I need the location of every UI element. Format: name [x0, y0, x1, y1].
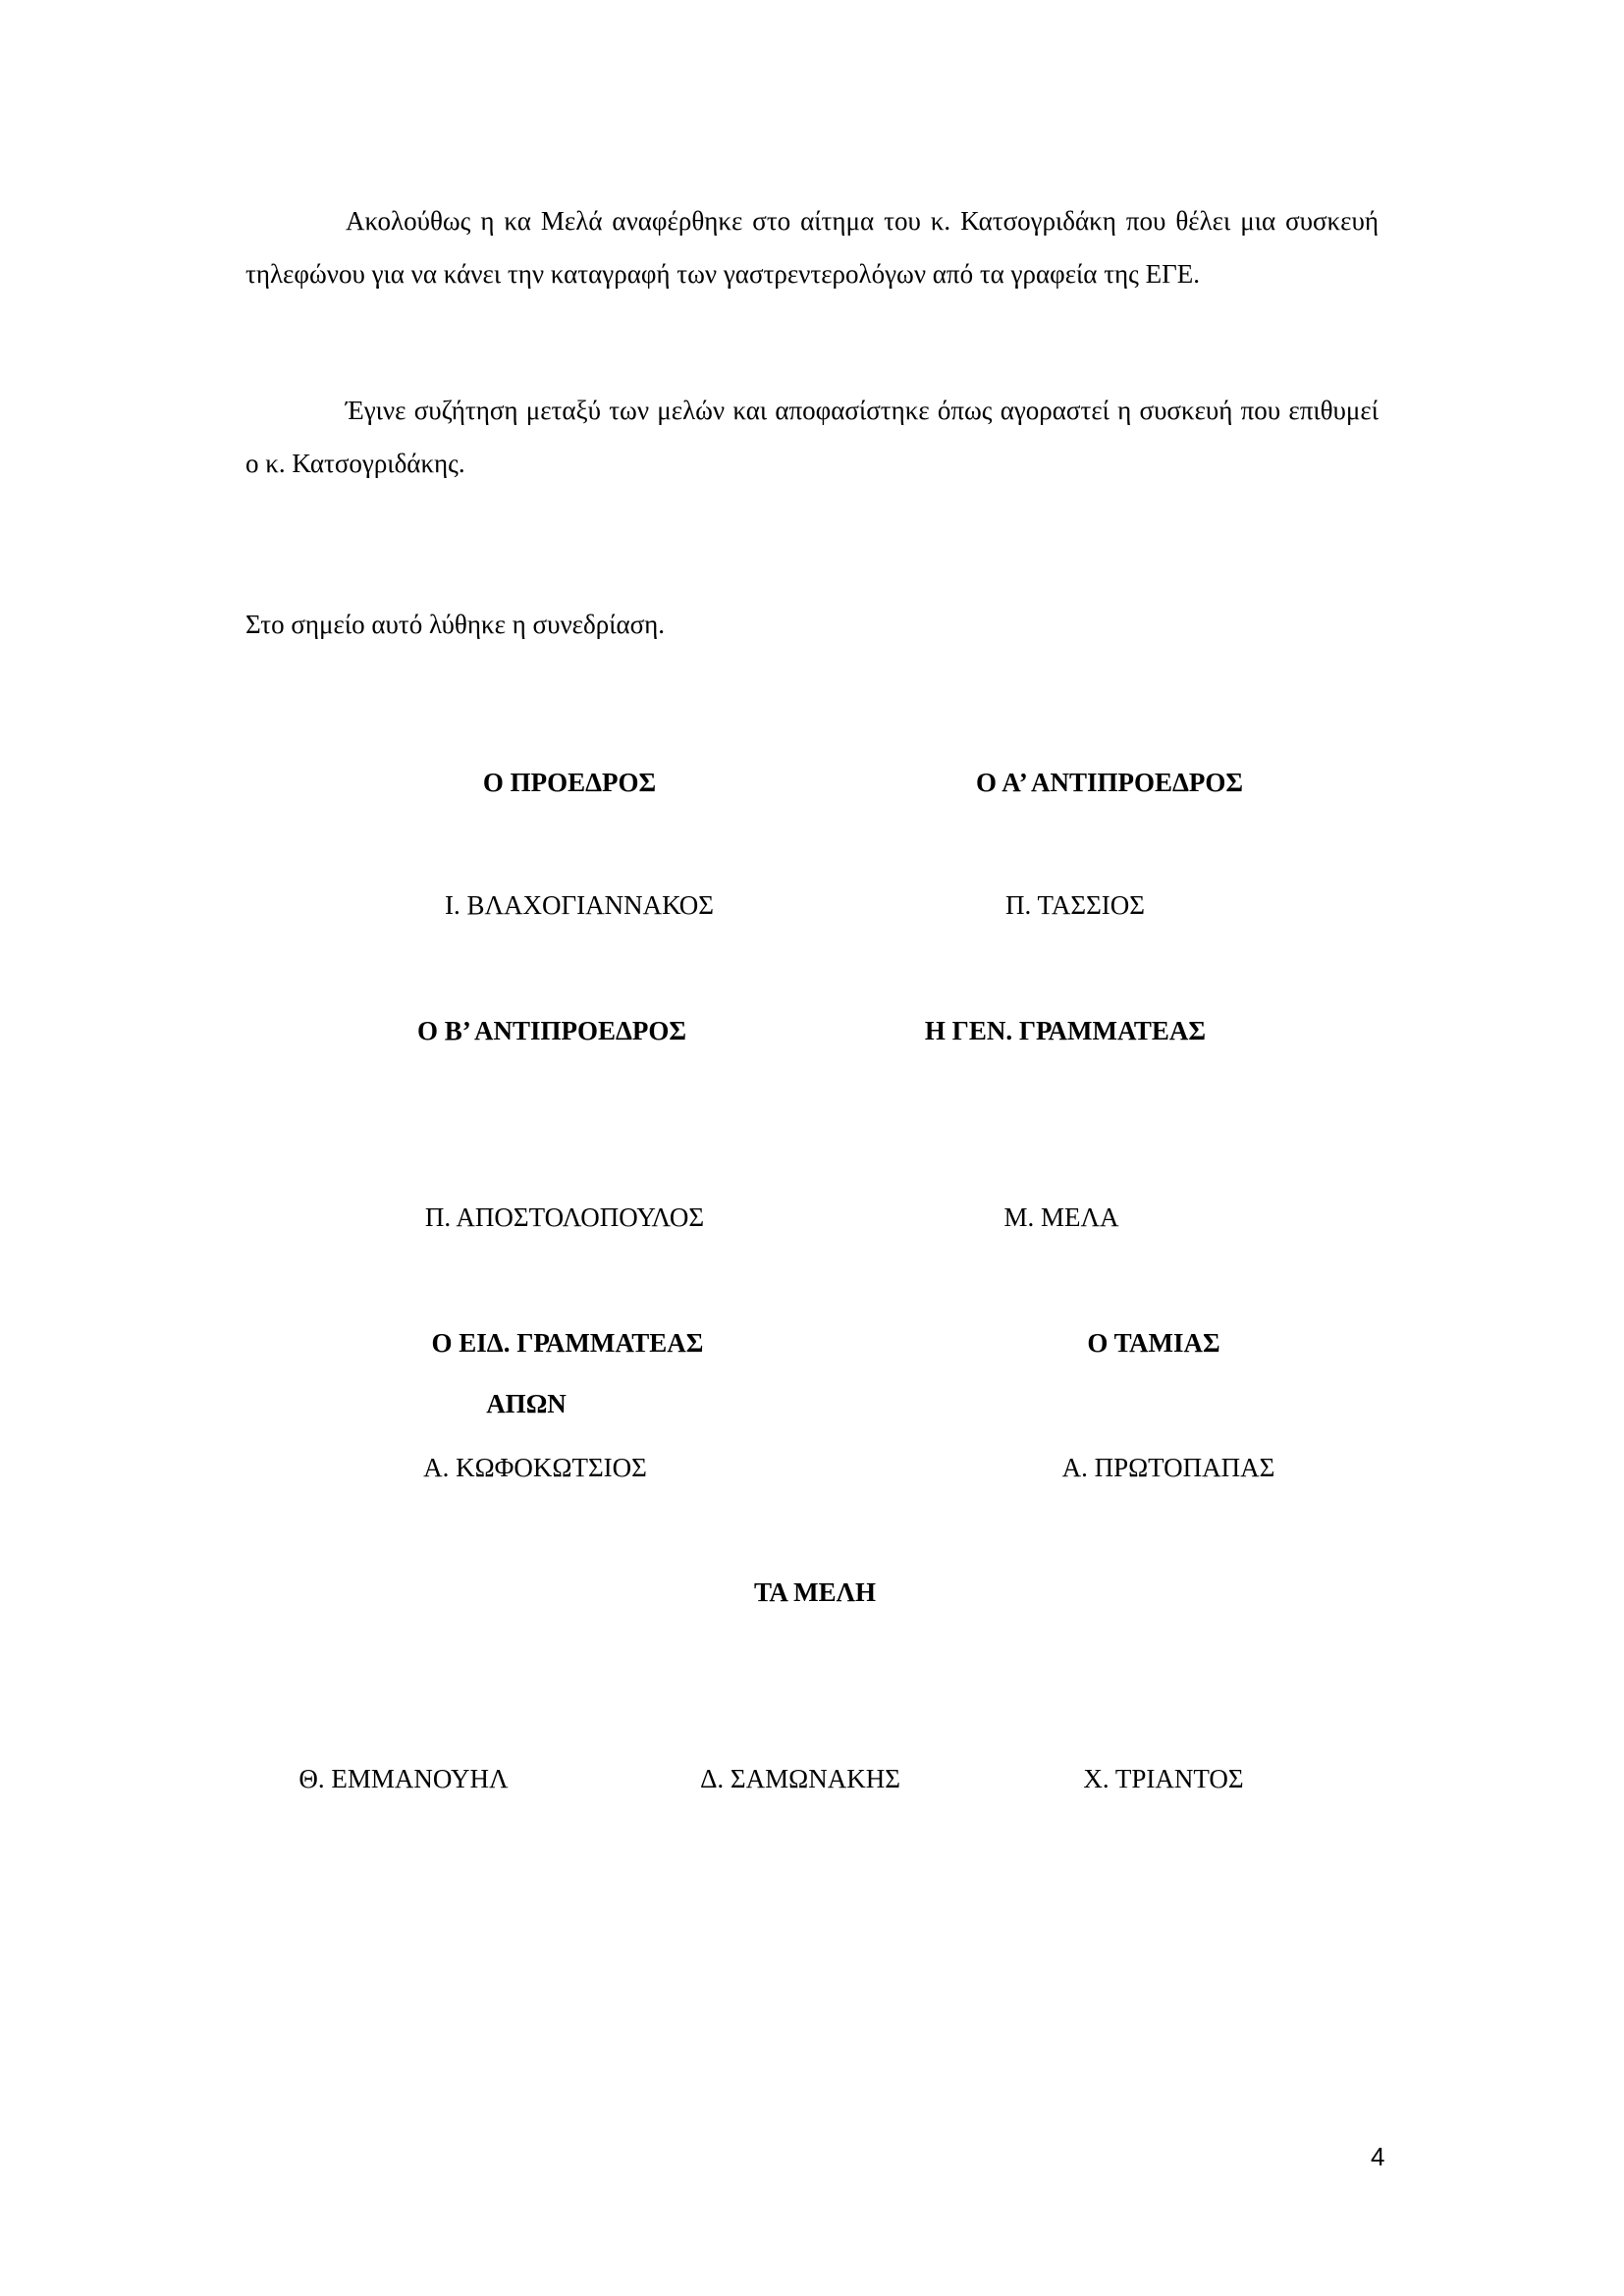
vice-president-a-title: Ο Α’ ΑΝΤΙΠΡΟΕΔΡΟΣ [975, 768, 1244, 797]
special-secretary-name: Α. ΚΩΦΟΚΩΤΣΙΟΣ [423, 1453, 647, 1482]
treasurer-title: Ο ΤΑΜΙΑΣ [1087, 1328, 1220, 1358]
president-name: Ι. ΒΛΑΧΟΓΙΑΝΝΑΚΟΣ [444, 890, 715, 920]
page-number: 4 [1371, 2142, 1385, 2171]
president-title: Ο ΠΡΟΕΔΡΟΣ [482, 768, 657, 797]
vice-president-b-name: Π. ΑΠΟΣΤΟΛΟΠΟΥΛΟΣ [424, 1202, 705, 1232]
general-secretary-name: Μ. ΜΕΛΑ [1003, 1202, 1119, 1232]
member-name: Δ. ΣΑΜΩΝΑΚΗΣ [700, 1764, 900, 1793]
paragraph-phone-request: Ακολούθως η κα Μελά αναφέρθηκε στο αίτημα του κ. Κατσογριδάκη που θέλει μια συσκευή τηλεφώνου για να κάνει την καταγραφή των γαστρεντερολόγων από τα γραφεία της ΕΓΕ. [245, 206, 1379, 289]
closing-statement: Στο σημείο αυτό λύθηκε η συνεδρίαση. [245, 610, 666, 639]
member-name: Θ. ΕΜΜΑΝΟΥΗΛ [298, 1764, 509, 1793]
special-secretary-title: Ο ΕΙΔ. ΓΡΑΜΜΑΤΕΑΣ [431, 1328, 704, 1358]
members-title: ΤΑ ΜΕΛΗ [754, 1577, 876, 1607]
vice-president-b-title: Ο Β’ ΑΝΤΙΠΡΟΕΔΡΟΣ [416, 1016, 687, 1045]
general-secretary-title: Η ΓΕΝ. ΓΡΑΜΜΑΤΕΑΣ [924, 1016, 1207, 1045]
member-name: Χ. ΤΡΙΑΝΤΟΣ [1083, 1764, 1244, 1793]
special-secretary-absent-status: ΑΠΩΝ [486, 1389, 567, 1418]
treasurer-name: Α. ΠΡΩΤΟΠΑΠΑΣ [1061, 1453, 1275, 1482]
vice-president-a-name: Π. ΤΑΣΣΙΟΣ [1005, 890, 1145, 920]
paragraph-decision: Έγινε συζήτηση μεταξύ των μελών και αποφασίστηκε όπως αγοραστεί η συσκευή που επιθυμεί ο κ. Κατσογριδάκης. [245, 396, 1379, 478]
